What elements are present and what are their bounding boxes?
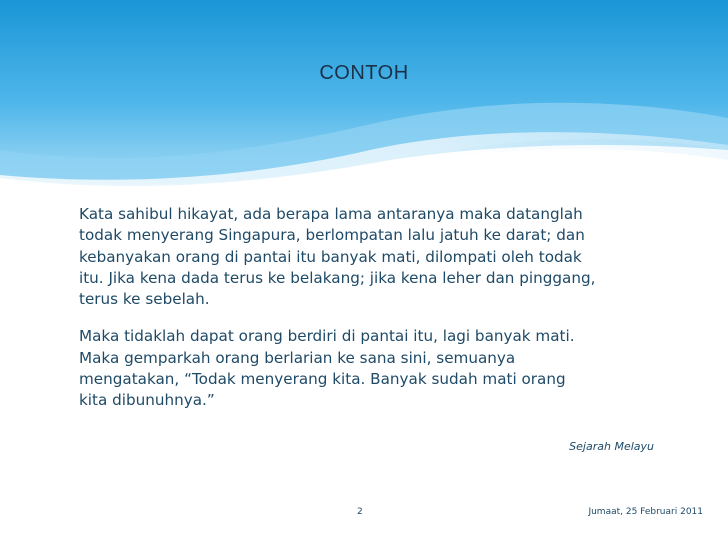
text-line: terus ke sebelah. [79, 290, 210, 309]
page-number: 2 [357, 507, 363, 517]
text-line: mengatakan, “Todak menyerang kita. Banyak sudah mati orang [79, 370, 566, 389]
paragraph-1 [79, 204, 669, 310]
footer-date: Jumaat, 25 Februari 2011 [588, 507, 703, 517]
text-line: todak menyerang Singapura, berlompatan lalu jatuh ke darat; dan [79, 226, 585, 245]
text-line: kebanyakan orang di pantai itu banyak mati, dilompati oleh todak [79, 247, 582, 266]
text-line: Maka tidaklah dapat orang berdiri di pantai itu, lagi banyak mati. [79, 327, 575, 346]
header-wave-background [0, 0, 728, 200]
source-attribution: Sejarah Melayu [569, 440, 654, 453]
text-line: Kata sahibul hikayat, ada berapa lama antaranya maka datanglah [79, 205, 583, 223]
slide-title: CONTOH [319, 62, 409, 84]
slide-body [79, 204, 669, 428]
paragraph-2 [79, 326, 669, 411]
text-line: itu. Jika kena dada terus ke belakang; jika kena leher dan pinggang, [79, 268, 596, 287]
text-line: kita dibunuhnya.” [79, 391, 215, 410]
text-line: Maka gemparkah orang berlarian ke sana sini, semuanya [79, 348, 516, 367]
